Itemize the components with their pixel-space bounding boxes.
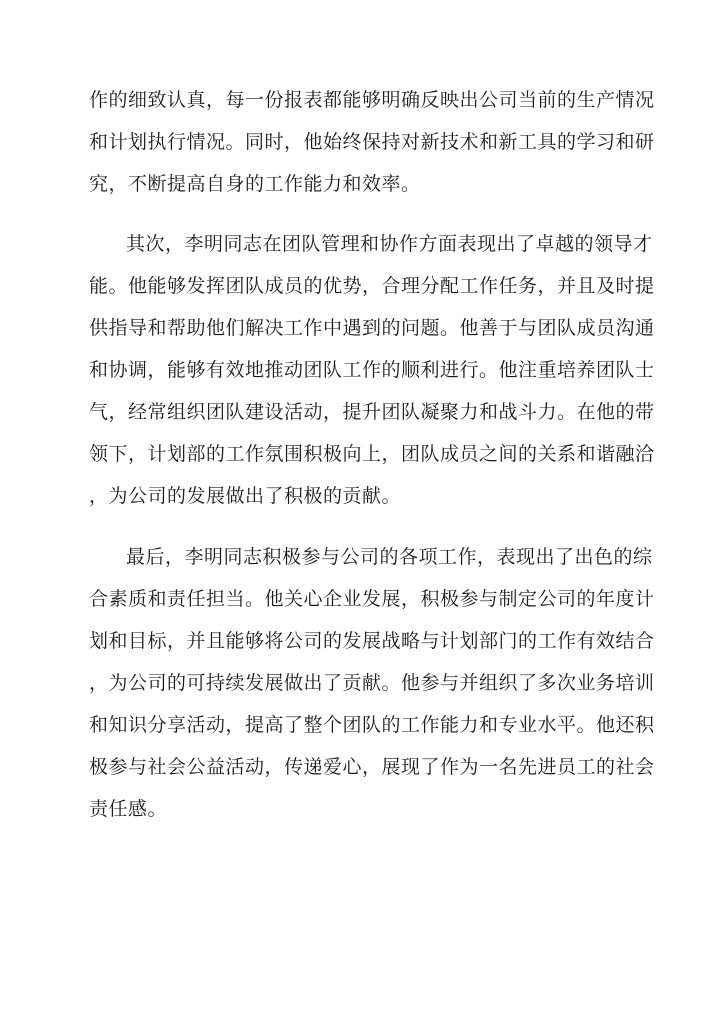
paragraph-3-line-6: 极参与社会公益活动，传递爱心，展现了作为一名先进员工的社会: [89, 756, 655, 778]
paragraph-3-line-4: ，为公司的可持续发展做出了贡献。他参与并组织了多次业务培训: [89, 672, 655, 694]
paragraph-1-line-3: 究，不断提高自身的工作能力和效率。: [89, 173, 421, 195]
paragraph-3-line-1: 最后，李明同志积极参与公司的各项工作，表现出了出色的综: [126, 546, 653, 568]
paragraph-2-line-1: 其次，李明同志在团队管理和协作方面表现出了卓越的领导才: [126, 233, 653, 255]
paragraph-3-line-2: 合素质和责任担当。他关心企业发展，积极参与制定公司的年度计: [89, 588, 655, 610]
paragraph-2-line-7: ，为公司的发展做出了积极的贡献。: [89, 485, 402, 507]
paragraph-2-line-5: 气，经常组织团队建设活动，提升团队凝聚力和战斗力。在他的带: [89, 401, 655, 423]
paragraph-2-line-4: 和协调，能够有效地推动团队工作的顺利进行。他注重培养团队士: [89, 359, 655, 381]
paragraph-2-line-6: 领下，计划部的工作氛围积极向上，团队成员之间的关系和谐融洽: [89, 443, 655, 465]
paragraph-2-line-2: 能。他能够发挥团队成员的优势，合理分配工作任务，并且及时提: [89, 275, 655, 297]
paragraph-1-line-1: 作的细致认真，每一份报表都能够明确反映出公司当前的生产情况: [89, 89, 655, 111]
paragraph-1-line-2: 和计划执行情况。同时，他始终保持对新技术和新工具的学习和研: [89, 131, 655, 153]
paragraph-3-line-7: 责任感。: [89, 798, 168, 820]
paragraph-2-line-3: 供指导和帮助他们解决工作中遇到的问题。他善于与团队成员沟通: [89, 317, 655, 339]
paragraph-3-line-5: 和知识分享活动，提高了整个团队的工作能力和专业水平。他还积: [89, 714, 655, 736]
paragraph-3-line-3: 划和目标，并且能够将公司的发展战略与计划部门的工作有效结合: [89, 630, 655, 652]
